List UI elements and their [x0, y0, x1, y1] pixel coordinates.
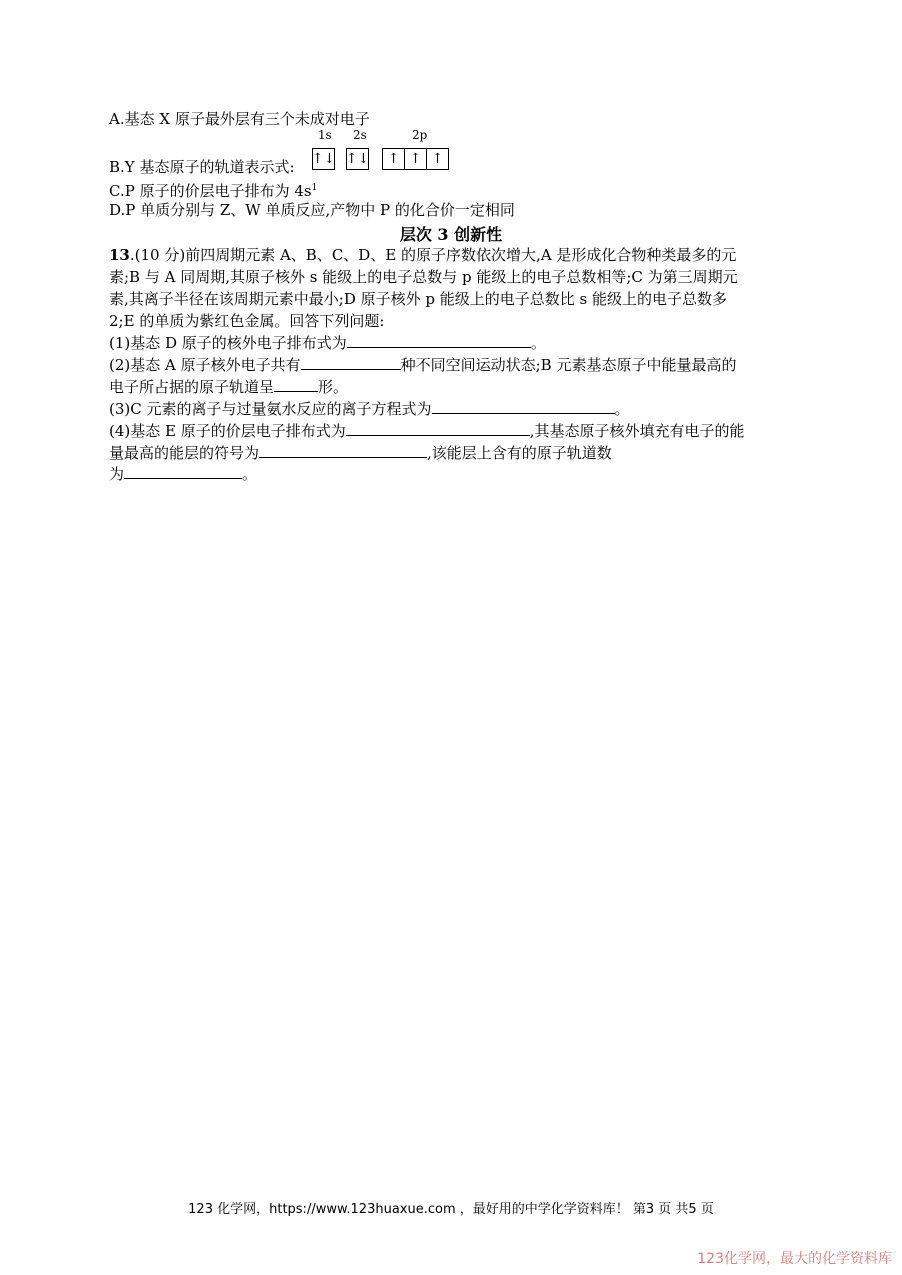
answer-blank-4b[interactable]	[259, 443, 427, 458]
orbital-label-1s: 1s	[318, 128, 332, 142]
subquestion-4-text-2: 量最高的能层的符号为	[109, 444, 260, 462]
question-13-line-3: 素,其离子半径在该周期元素中最小;D 原子核外 p 能级上的电子总数比 s 能级上的电子总数多	[109, 290, 727, 308]
orbital-label-2s: 2s	[353, 128, 367, 142]
orbital-box-group-1s	[312, 148, 335, 170]
answer-blank-2a[interactable]	[301, 355, 401, 370]
subquestion-2-line-2	[109, 376, 348, 398]
option-b: B.Y 基态原子的轨道表示式:	[109, 158, 295, 176]
orbital-label-2p: 2p	[412, 128, 428, 142]
subquestion-2-text-mid: 种不同空间运动状态;B 元素基态原子中能量最高的	[400, 356, 737, 374]
question-13-line-1	[109, 244, 736, 266]
answer-blank-2b[interactable]	[274, 377, 318, 392]
subquestion-2	[109, 354, 736, 376]
question-13-line-4: 2;E 的单质为紫红色金属。回答下列问题:	[109, 312, 385, 330]
question-13-line-2: 素;B 与 A 同周期,其原子核外 s 能级上的电子总数与 p 能级上的电子总数相等;C 为第三周期元	[109, 268, 738, 286]
subquestion-4-text-4: 为	[109, 465, 125, 483]
orbital-box: ↑↓	[312, 148, 335, 170]
option-c-superscript: 1	[311, 183, 318, 193]
subquestion-3-end: 。	[614, 400, 630, 418]
option-d: D.P 单质分别与 Z、W 单质反应,产物中 P 的化合价一定相同	[109, 201, 515, 219]
subquestion-4-text: (4)基态 E 原子的价层电子排布式为	[109, 422, 346, 440]
question-number: 13	[109, 246, 130, 264]
subquestion-2-end: 形。	[318, 378, 349, 396]
subquestion-2-text-2: 电子所占据的原子轨道呈	[109, 378, 275, 396]
subquestion-1	[109, 332, 546, 354]
section-title: 层次 3 创新性	[399, 225, 503, 244]
question-13-text: .(10 分)前四周期元素 A、B、C、D、E 的原子序数依次增大,A 是形成化合物种类最多的元	[129, 246, 737, 264]
answer-blank-1[interactable]	[347, 333, 531, 348]
subquestion-1-text: (1)基态 D 原子的核外电子排布式为	[109, 334, 347, 352]
subquestion-4-line-3	[109, 463, 257, 485]
subquestion-1-end: 。	[530, 334, 546, 352]
answer-blank-4a[interactable]	[346, 421, 530, 436]
subquestion-2-text: (2)基态 A 原子核外电子共有	[109, 356, 301, 374]
subquestion-4-end: 。	[242, 465, 258, 483]
page-footer: 123 化学网，https://www.123huaxue.com ，最好用的中学化学资料库！ 第3 页 共5 页	[188, 1202, 714, 1217]
option-a: A.基态 X 原子最外层有三个未成对电子	[109, 110, 370, 128]
subquestion-4	[109, 420, 745, 442]
subquestion-4-text-3: ,该能层上含有的原子轨道数	[427, 444, 612, 462]
watermark: 123化学网，最大的化学资料库	[697, 1251, 892, 1267]
orbital-box-group-2p	[382, 148, 449, 170]
orbital-box-group-2s	[346, 148, 369, 170]
subquestion-3	[109, 398, 630, 420]
option-c-text: C.P 原子的价层电子排布为 4s	[109, 182, 312, 200]
subquestion-3-text: (3)C 元素的离子与过量氨水反应的离子方程式为	[109, 400, 432, 418]
answer-blank-3[interactable]	[432, 399, 615, 414]
orbital-box: ↑	[404, 148, 427, 170]
orbital-box: ↑	[426, 148, 449, 170]
orbital-box: ↑	[382, 148, 405, 170]
orbital-box: ↑↓	[346, 148, 369, 170]
subquestion-4-text-mid: ,其基态原子核外填充有电子的能	[529, 422, 745, 440]
subquestion-4-line-2	[109, 442, 612, 464]
answer-blank-4c[interactable]	[124, 464, 242, 479]
